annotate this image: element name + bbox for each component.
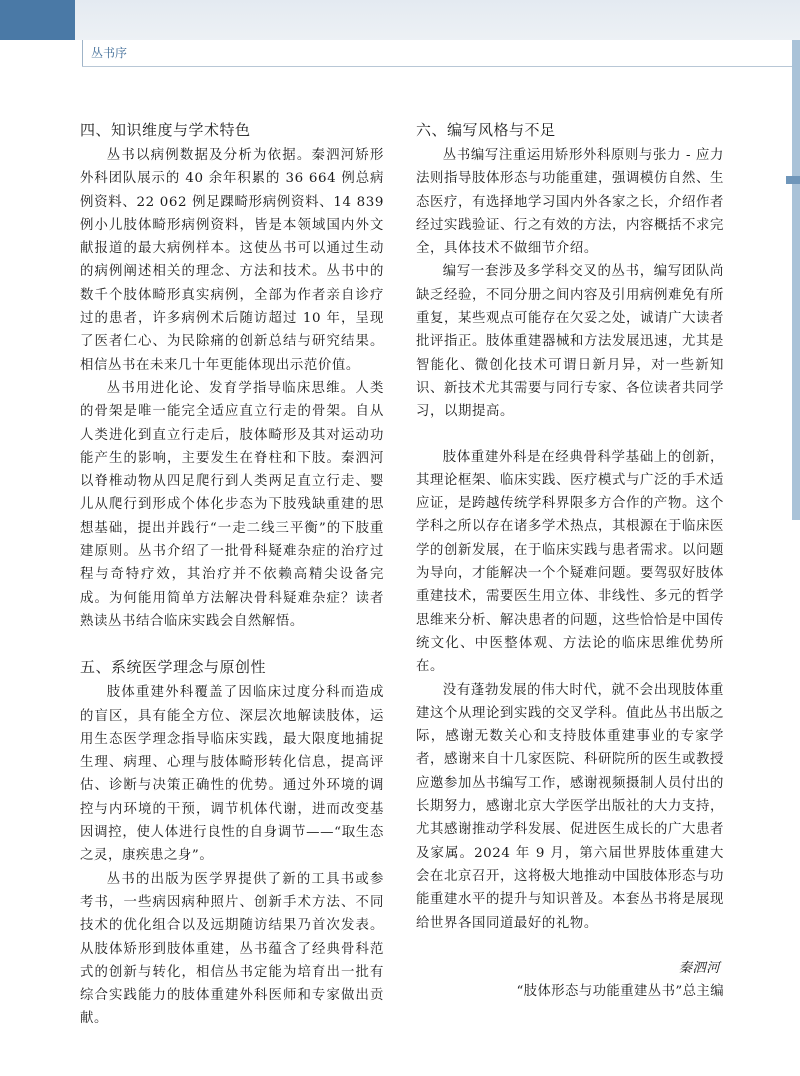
- side-bar: [792, 40, 800, 520]
- running-header: 丛书序: [82, 40, 127, 66]
- closing-paragraph: 肢体重建外科是在经典骨科学基础上的创新，其理论框架、临床实践、医疗模式与广泛的手术适应证，是跨越传统学科界限多方合作的产物。这个学科之所以存在诸多学术热点，其根源在于临床医学的创新发展，在于临床实践与患者需求。以问题为导向，才能解决一个个疑难问题。要驾驭好肢体重建技术，需要医生用立体、非线性、多元的哲学思维来分析、解决患者的问题，这些恰恰是中国传统文化、中医整体观、方法论的临床思维优势所在。: [416, 449, 724, 675]
- corner-block: [0, 0, 75, 40]
- section-6-paragraph: 编写一套涉及多学科交叉的丛书，编写团队尚缺乏经验，不同分册之间内容及引用病例难免有所重复，某些观点可能存在欠妥之处，诚请广大读者批评指正。肢体重建器械和方法发展迅速，尤其是智能化、微创化技术可谓日新月异，对一些新知识、新技术尤其需要与同行专家、各位读者共同学习，以期提高。: [416, 264, 724, 420]
- section-4-paragraph: 丛书用进化论、发育学指导临床思维。人类的骨架是唯一能完全适应直立行走的骨架。自从人类进化到直立行走后，肢体畸形及其对运动功能产生的影响，主要发生在脊柱和下肢。秦泗河以脊椎动物从四足爬行到人类两足直立行走、婴儿从爬行到形成个体化步态为下肢残缺重建的思想基础，提出并践行“一走二线三平衡”的下肢重建原则。丛书介绍了一批骨科疑难杂症的治疗过程与奇特疗效，其治疗并不依赖高精尖设备完成。为何能用简单方法解决骨科疑难杂症？读者熟读丛书结合临床实践会自然解悟。: [80, 380, 384, 629]
- right-column: [416, 118, 724, 1003]
- section-6-title: 六、编写风格与不足: [416, 121, 556, 139]
- left-column: [80, 118, 384, 1031]
- section-6-paragraph: 丛书编写注重运用矫形外科原则与张力 - 应力法则指导肢体形态与功能重建，强调模仿自然、生态医疗，有选择地学习国内外各家之长，介绍作者经过实践验证、行之有效的方法，内容概括不求完全，具体技术不做细节介绍。: [416, 148, 724, 257]
- header-rule: [82, 66, 800, 67]
- section-5-title: 五、系统医学理念与原创性: [80, 658, 267, 677]
- signature-name: 秦泗河: [678, 960, 720, 976]
- top-band: [0, 0, 800, 40]
- side-bar-notch: [786, 176, 800, 184]
- signature-role: “肢体形态与功能重建丛书”总主编: [516, 984, 724, 1000]
- section-4-title: 四、知识维度与学术特色: [80, 121, 251, 139]
- closing-paragraph: 没有蓬勃发展的伟大时代，就不会出现肢体重建这个从理论到实践的交叉学科。值此丛书出版之际，感谢无数关心和支持肢体重建事业的专家学者，感谢来自十几家医院、科研院所的医生或教授应邀参加丛书编写工作，感谢视频摄制人员付出的长期努力，感谢北京大学医学出版社的大力支持，尤其感谢推动学科发展、促进医生成长的广大患者及家属。2024 年 9 月，第六届世界肢体重建大会在北京召开，这将极大地推动中国肢体形态与功能重建水平的提升与知识普及。本套丛书将是展现给世界各国同道最好的礼物。: [416, 682, 724, 931]
- section-4-paragraph: 丛书以病例数据及分析为依据。秦泗河矫形外科团队展示的 40 余年积累的 36 664 例总病例资料、22 062 例足踝畸形病例资料、14 839 例小儿肢体畸形病例资料，皆是本领域国内外文献报道的最大病例样本。这使丛书可以通过生动的病例阐述相关的理念、方法和技术。丛书中的数千个肢体畸形真实病例，全部为作者亲自诊疗过的患者，许多病例术后随访超过 10 年，呈现了医者仁心、为民除痛的创新总结与研究结果。相信丛书在未来几十年更能体现出示范价值。: [80, 148, 384, 373]
- section-5-paragraph: 肢体重建外科覆盖了因临床过度分科而造成的盲区，具有能全方位、深层次地解读肢体，运用生态医学理念指导临床实践，最大限度地捕捉生理、病理、心理与肢体畸形转化信息，提高评估、诊断与决策正确性的优势。通过外环境的调控与内环境的干预，调节机体代谢，进而改变基因调控，使人体进行良性的自身调节——“取生态之灵，康疾患之身”。: [80, 685, 384, 864]
- section-5-paragraph: 丛书的出版为医学界提供了新的工具书或参考书，一些病因病种照片、创新手术方法、不同技术的优化组合以及远期随访结果乃首次发表。从肢体矫形到肢体重建，丛书蕴含了经典骨科范式的创新与转化，相信丛书定能为培育出一批有综合实践能力的肢体重建外科医师和专家做出贡献。: [80, 871, 384, 1027]
